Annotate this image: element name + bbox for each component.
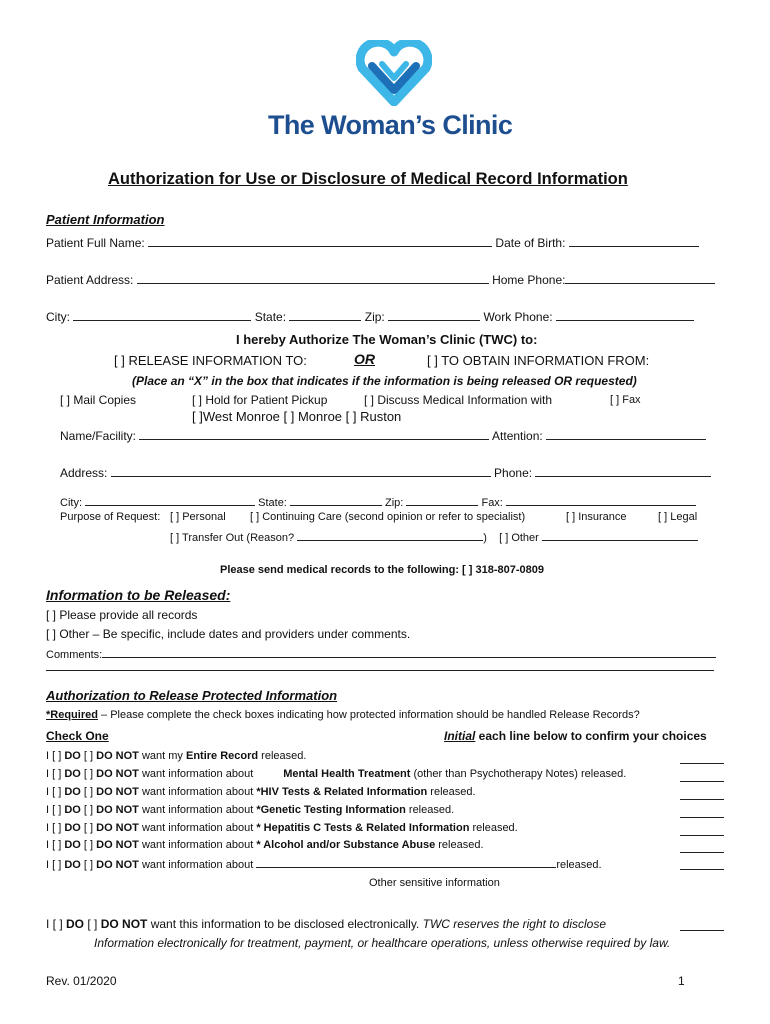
transfer-out-checkbox[interactable]: [ ] Transfer Out (Reason? [170,532,295,544]
name-facility-field[interactable] [139,428,489,440]
patient-city-row [46,309,694,324]
facility-phone-label: Phone: [494,466,533,480]
protected-row [46,786,476,798]
protected-row-other: I [ ] DO [ ] DO NOT want information about released. [46,856,602,871]
city-label: City: [46,310,70,324]
other-purpose-field[interactable] [542,529,698,541]
row-bold-text: *Genetic Testing Information [256,804,406,816]
personal-checkbox[interactable]: [ ] Personal [170,511,226,523]
row-text-end: released. [469,822,518,834]
row-bold-text: *HIV Tests & Related Information [256,786,428,798]
hold-pickup-checkbox[interactable]: [ ] Hold for Patient Pickup [192,393,328,407]
initial-field[interactable] [680,770,724,782]
patient-full-name-label: Patient Full Name: [46,236,145,250]
continuing-care-checkbox[interactable]: [ ] Continuing Care (second opinion or refer to specialist) [250,511,526,523]
facility-address-label: Address: [60,466,108,480]
do-checkbox[interactable]: I [ ] DO [46,750,81,762]
protected-row [46,768,626,780]
initial-field-other[interactable] [680,858,724,870]
do-not-checkbox[interactable]: [ ] DO NOT [80,859,139,871]
row-text: want my [138,750,186,762]
protected-heading: Authorization to Release Protected Information [46,688,338,703]
insurance-checkbox[interactable]: [ ] Insurance [566,511,627,523]
city-field[interactable] [73,309,251,321]
protected-row [46,839,484,851]
state-label: State: [254,310,287,324]
initial-instruction [444,729,707,743]
facility-city-row [60,494,696,509]
zip-field[interactable] [388,309,480,321]
row-bold-text: * Alcohol and/or Substance Abuse [256,839,436,851]
facility-state-field[interactable] [290,494,382,506]
comments-row [46,646,716,661]
send-records-line[interactable]: Please send medical records to the following: [ ] 318-807-0809 [220,564,545,576]
row-text-end: released. [435,839,484,851]
do-not-checkbox[interactable]: [ ] DO NOT [84,917,148,931]
patient-full-name-field[interactable] [148,235,492,247]
fax-checkbox[interactable]: [ ] Fax [610,394,641,406]
initial-field[interactable] [680,841,724,853]
do-not-checkbox[interactable]: [ ] DO NOT [80,786,139,798]
required-note [46,709,640,721]
info-released-heading: Information to be Released: [46,587,231,603]
row-text: want information about [138,768,254,780]
patient-address-row [46,272,715,287]
row-text: want information about [138,822,257,834]
comments-line-2[interactable] [46,670,714,671]
electronic-line-2: Information electronically for treatment, payment, or healthcare operations, unless otherwise required by law. [94,936,671,950]
row-text: want information about [138,839,257,851]
all-records-checkbox[interactable]: [ ] Please provide all records [46,608,198,622]
initial-field[interactable] [680,788,724,800]
row-bold-text: Entire Record [185,750,259,762]
facility-fax-field[interactable] [506,494,696,506]
do-checkbox[interactable]: I [ ] DO [46,917,85,931]
required-text: – Please complete the check boxes indicating how protected information should be handled Release Records? [97,709,640,721]
initial-field-electronic[interactable] [680,919,724,931]
initial-rest: each line below to confirm your choices [475,729,707,743]
do-not-checkbox[interactable]: [ ] DO NOT [80,839,139,851]
name-facility-label: Name/Facility: [60,429,137,443]
other-purpose-checkbox[interactable]: [ ] Other [499,532,539,544]
do-checkbox[interactable]: I [ ] DO [46,822,81,834]
electronic-row: I [ ] DO [ ] DO NOT want this information to be disclosed electronically. TWC reserves the right to disclose [46,917,607,931]
or-label: OR [354,351,375,367]
comments-field[interactable] [102,646,716,658]
row-text-end: (other than Psychotherapy Notes) released. [410,768,627,780]
attention-field[interactable] [546,428,706,440]
facility-fax-label: Fax: [481,497,503,509]
protected-row [46,804,454,816]
transfer-close: ) [483,532,487,544]
legal-checkbox[interactable]: [ ] Legal [658,511,698,523]
state-field[interactable] [289,309,361,321]
revision-label: Rev. 01/2020 [46,974,117,988]
dob-field[interactable] [569,235,699,247]
facility-state-label: State: [258,497,287,509]
patient-address-field[interactable] [137,272,489,284]
comments-label: Comments: [46,649,103,661]
row-text-end: released. [405,804,455,816]
discuss-checkbox[interactable]: [ ] Discuss Medical Information with [364,393,553,407]
patient-info-heading: Patient Information [46,212,165,227]
initial-word: Initial [444,729,476,743]
release-to-checkbox[interactable]: [ ] RELEASE INFORMATION TO: [114,353,307,368]
heart-logo-icon [356,40,432,106]
other-records-checkbox[interactable]: [ ] Other – Be specific, include dates and providers under comments. [46,627,411,641]
home-phone-label: Home Phone: [492,273,566,287]
do-checkbox[interactable]: I [ ] DO [46,804,81,816]
page-title: Authorization for Use or Disclosure of Medical Record Information [108,170,628,188]
purpose-label: Purpose of Request: [60,511,161,523]
do-not-checkbox[interactable]: [ ] DO NOT [80,822,139,834]
home-phone-field[interactable] [565,272,715,284]
do-checkbox[interactable]: I [ ] DO [46,768,81,780]
work-phone-field[interactable] [556,309,694,321]
row-text: want information about [138,804,257,816]
attention-label: Attention: [492,429,543,443]
row-text: want information about [138,786,257,798]
protected-row [46,822,518,834]
facility-city-label: City: [60,497,82,509]
row-text-end: released. [427,786,476,798]
facility-zip-label: Zip: [385,497,404,509]
mail-copies-checkbox[interactable]: [ ] Mail Copies [60,393,137,407]
do-not-checkbox[interactable]: [ ] DO NOT [80,768,139,780]
do-checkbox[interactable]: I [ ] DO [46,839,81,851]
do-not-checkbox[interactable]: [ ] DO NOT [80,804,139,816]
required-label: *Required [46,709,98,721]
work-phone-label: Work Phone: [483,310,553,324]
initial-field[interactable] [680,824,724,836]
facility-city-field[interactable] [85,494,255,506]
obtain-from-checkbox[interactable]: [ ] TO OBTAIN INFORMATION FROM: [427,353,650,368]
do-checkbox[interactable]: I [ ] DO [46,859,81,871]
zip-label: Zip: [364,310,385,324]
facility-address-row [60,465,711,480]
do-checkbox[interactable]: I [ ] DO [46,786,81,798]
protected-row [46,750,306,762]
row-text-end: released. [258,750,307,762]
locations-checkboxes[interactable]: [ ]West Monroe [ ] Monroe [ ] Ruston [192,409,402,424]
authorize-heading: I hereby Authorize The Woman’s Clinic (TWC) to: [236,332,538,347]
transfer-reason-field[interactable] [297,529,483,541]
row-bold-text: * Hepatitis C Tests & Related Information [256,822,470,834]
dob-label: Date of Birth: [495,236,566,250]
facility-zip-field[interactable] [406,494,478,506]
facility-address-field[interactable] [111,465,491,477]
do-not-checkbox[interactable]: [ ] DO NOT [80,750,139,762]
page-number: 1 [678,974,685,988]
clinic-name: The Woman’s Clinic [268,110,513,140]
name-facility-row [60,428,706,443]
patient-address-label: Patient Address: [46,273,134,287]
initial-field[interactable] [680,752,724,764]
other-info-field[interactable] [256,856,556,868]
patient-full-name-row [46,235,699,250]
initial-field[interactable] [680,806,724,818]
instruction-text: (Place an “X” in the box that indicates if the information is being released OR requested) [132,374,637,388]
check-one-label: Check One [46,729,109,743]
other-sensitive-caption: Other sensitive information [369,877,500,889]
facility-phone-field[interactable] [535,465,711,477]
row-bold-text: Mental Health Treatment [283,768,411,780]
transfer-row [170,529,698,544]
